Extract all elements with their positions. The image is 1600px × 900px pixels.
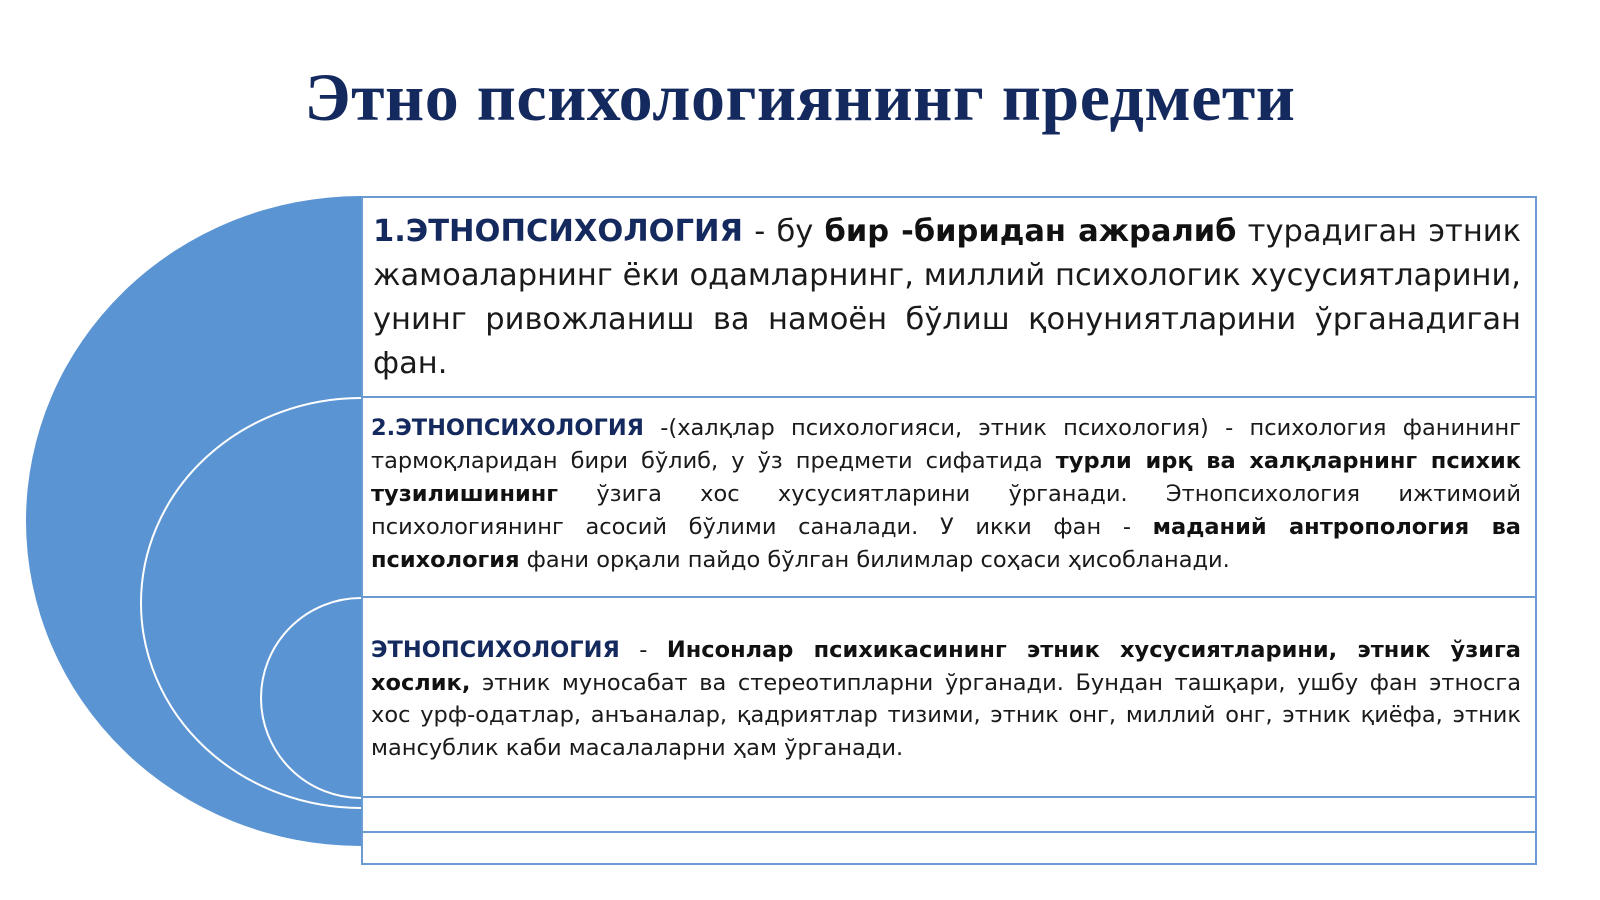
definition-heading: ЭТНОПСИХОЛОГИЯ — [371, 637, 620, 663]
definition-text: ўзига хос хусусиятларини ўрганади. Этнопсихология ижтимоий психологиянинг асосий бўлими саналади. У икки фан - — [371, 481, 1521, 540]
definition-bold-text: Инсонлар психикасининг этник хусусиятларини, этник ўзига хослик, — [371, 637, 1521, 696]
definition-text: - бу — [743, 214, 825, 249]
definition-text: фани орқали пайдо бўлган билимлар соҳаси ҳисобланади. — [519, 547, 1230, 573]
definition-bold-text: маданий антропология ва психология — [371, 514, 1521, 573]
definition-panel-1 — [361, 196, 1537, 398]
definition-heading: 2.ЭТНОПСИХОЛОГИЯ — [371, 415, 644, 441]
definition-panel-3 — [361, 598, 1537, 798]
definition-bold-text: бир -биридан ажралиб — [824, 214, 1237, 249]
definition-text: турадиган этник жамоаларнинг ёки одамларнинг, миллий психологик хусусиятларини, унинг ривожланиш ва намоён бўлиш қонуниятларини ўрганадиган фан. — [373, 214, 1522, 381]
definition-text: -(халқлар психологияси, этник психология) - психология фанининг тармоқларидан бири бўлиб, у ўз предмети сифатида — [371, 415, 1521, 474]
definition-bold-text: турли ирқ ва халқларнинг психик тузилишининг — [371, 448, 1522, 507]
outer-arc — [26, 196, 361, 846]
slide-title: Этно психологиянинг предмети — [304, 59, 1296, 135]
definition-text: этник муносабат ва стереотипларни ўрганади. Бундан ташқари, ушбу фан этносга хос урф-одатлар, анъаналар, қадриятлар тизими, этник онг, миллий онг, этник қиёфа, этник мансублик каби масалаларни ҳам ўрганади. — [371, 669, 1521, 761]
definition-text: - — [619, 637, 667, 663]
empty-panel — [361, 833, 1537, 865]
definition-heading: 1.ЭТНОПСИХОЛОГИЯ — [373, 214, 744, 249]
definition-panel-2 — [361, 398, 1537, 598]
empty-panel — [361, 798, 1537, 833]
